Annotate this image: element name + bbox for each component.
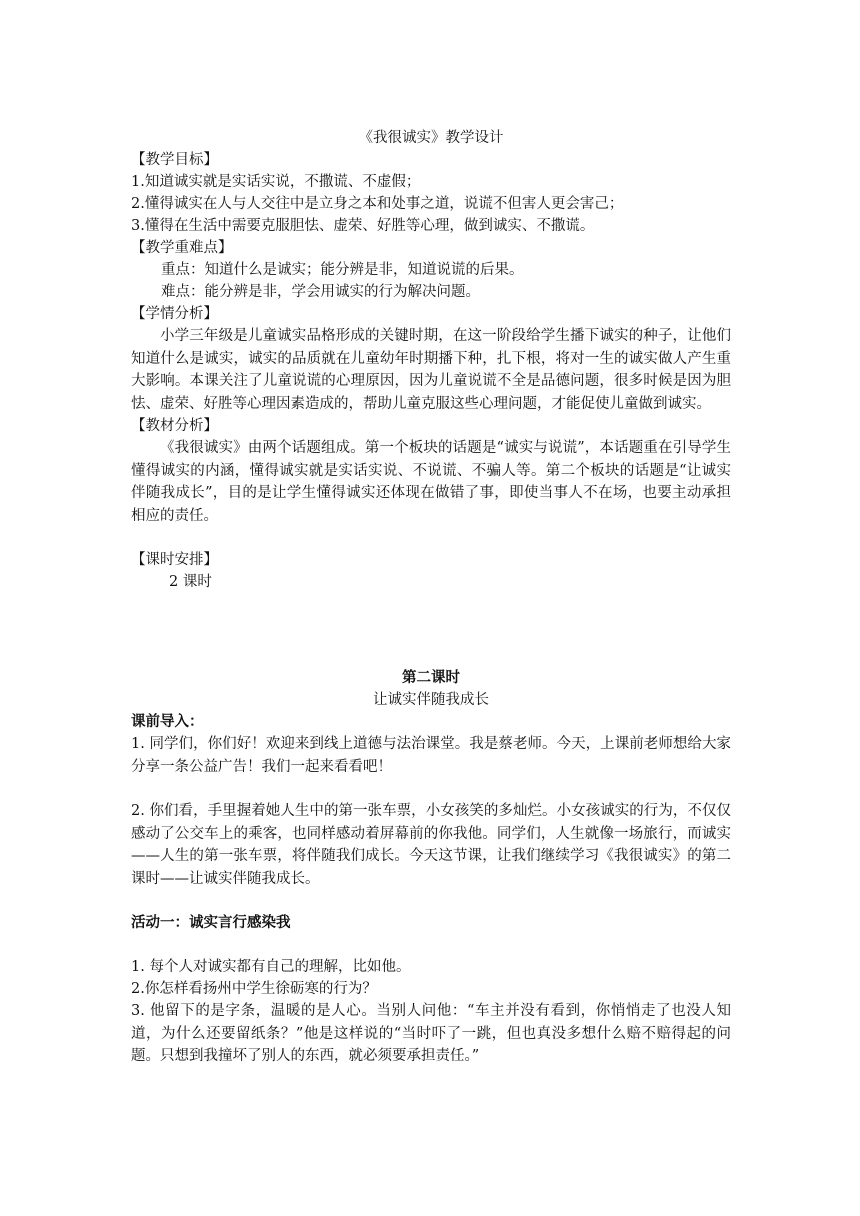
goal-item: 1.知道诚实就是实话实说，不撒谎、不虚假； [131,174,421,190]
schedule-heading: 【课时安排】 [131,552,218,568]
goals-heading: 【教学目标】 [131,152,218,168]
intro-heading: 课前导入： [131,713,204,730]
keypoint-text: 重点：知道什么是诚实；能分辨是非，知道说谎的后果。 [161,262,524,278]
activity-item: 2.你怎样看扬州中学生徐砺寒的行为？ [131,981,377,997]
doc-header-section [131,127,731,593]
goal-item: 2.懂得诚实在人与人交往中是立身之本和处事之道，说谎不但害人更会害己； [131,196,624,212]
material-paragraph: 《我很诚实》由两个话题组成。第一个板块的话题是“诚实与说谎”，本话题重在引导学生懂得诚实的内涵，懂得诚实就是实话实说、不说谎、不骗人等。第二个板块的话题是“让诚实伴随我成长”，目的是让学生懂得诚实还体现在做错了事，即使当事人不在场，也要主动承担相应的责任。 [131,440,731,524]
lesson-subtitle: 让诚实伴随我成长 [373,692,489,708]
lesson-title: 第二课时 [402,669,460,686]
keypoints-heading: 【教学重难点】 [131,240,233,256]
analysis-paragraph: 小学三年级是儿童诚实品格形成的关键时期，在这一阶段给学生播下诚实的种子，让他们知道什么是诚实，诚实的品质就在儿童幼年时期播下种，扎下根，将对一生的诚实做人产生重大影响。本课关注了儿童说谎的心理原因，因为儿童说谎不全是品德问题，很多时候是因为胆怯、虚荣、好胜等心理因素造成的，帮助儿童克服这些心理问题，才能促使儿童做到诚实。 [131,328,731,412]
difficulty-text: 难点：能分辨是非，学会用诚实的行为解决问题。 [161,284,480,300]
activity1-heading: 活动一：诚实言行感染我 [131,914,291,931]
goal-item: 3.懂得在生活中需要克服胆怯、虚荣、好胜等心理，做到诚实、不撒谎。 [131,218,595,234]
intro-paragraph-2: 2. 你们看，手里握着她人生中的第一张车票，小女孩笑的多灿烂。小女孩诚实的行为，不仅仅感动了公交车上的乘客，也同样感动着屏幕前的你我他。同学们，人生就像一场旅行，而诚实——人生的第一张车票，将伴随我们成长。今天这节课，让我们继续学习《我很诚实》的第二课时——让诚实伴随我成长。 [131,803,731,887]
activity-item: 1. 每个人对诚实都有自己的理解，比如他。 [131,959,411,975]
doc-title: 《我很诚实》教学设计 [358,130,504,146]
material-heading: 【教材分析】 [131,418,218,434]
intro-paragraph-1: 1. 同学们，你们好！欢迎来到线上道德与法治课堂。我是蔡老师。今天，上课前老师想给大家分享一条公益广告！我们一起来看看吧！ [131,736,731,775]
schedule-text: 2 课时 [169,574,212,590]
activity-item: 3. 他留下的是字条，温暖的是人心。当别人问他：“车主并没有看到，你悄悄走了也没人知道，为什么还要留纸条？”他是这样说的“当时吓了一跳，但也真没多想什么赔不赔得起的问题。只想到我撞坏了别人的东西，就必须要承担责任。” [131,1003,731,1064]
analysis-heading: 【学情分析】 [131,306,218,322]
lesson-section [131,667,731,1068]
